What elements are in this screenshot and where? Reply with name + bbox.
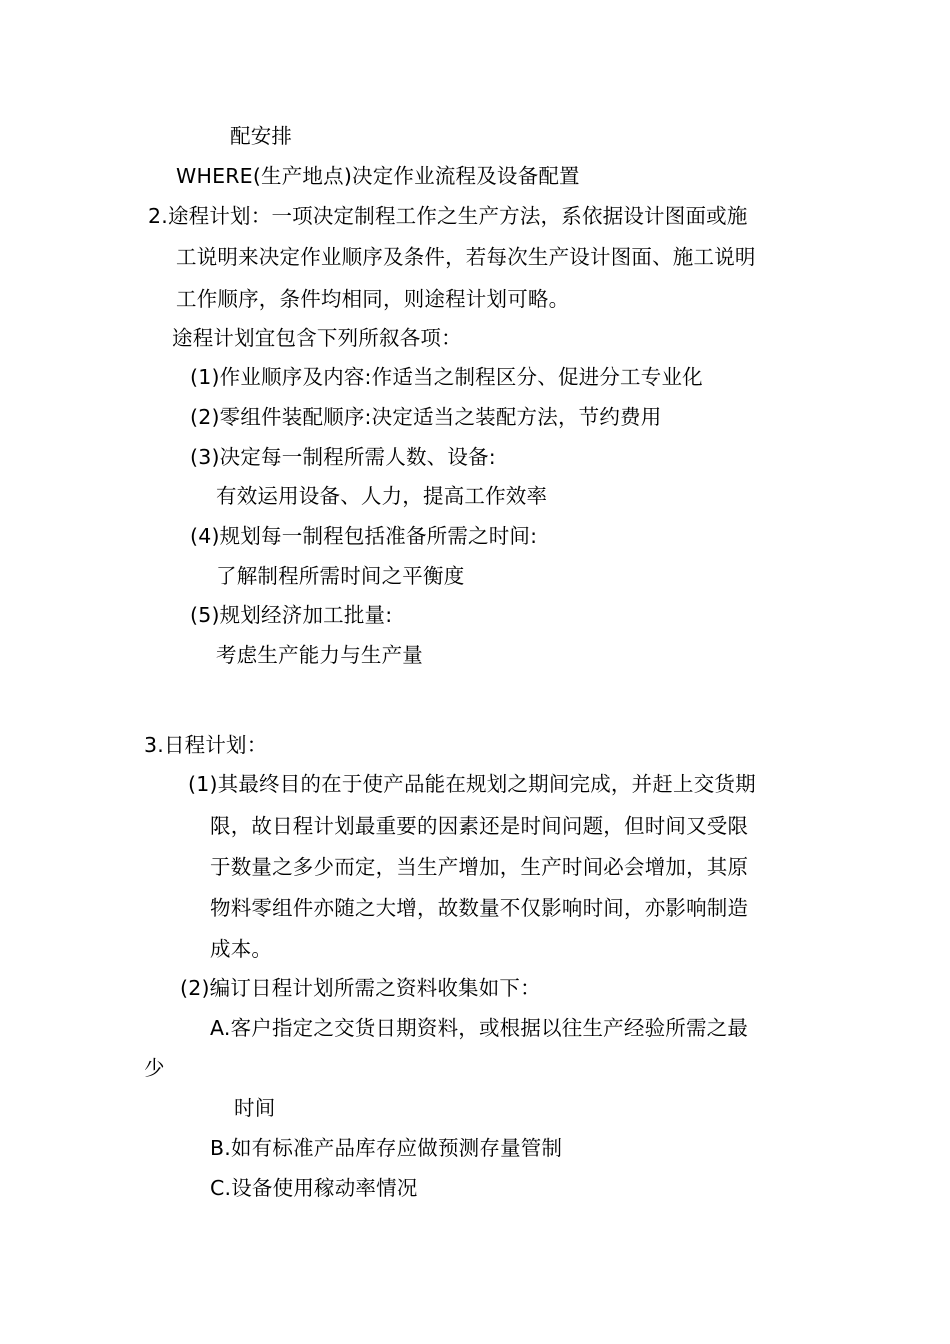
text-line: 少 <box>144 1056 165 1080</box>
text-line: 物料零组件亦随之大增，故数量不仅影响时间，亦影响制造 <box>210 896 749 920</box>
text-line: B.如有标准产品库存应做预测存量管制 <box>210 1136 563 1160</box>
text-line: (1)作业顺序及内容:作适当之制程区分、促进分工专业化 <box>190 365 703 389</box>
text-line: 配安排 <box>230 124 293 148</box>
text-line: 有效运用设备、人力，提高工作效率 <box>216 484 548 508</box>
text-line: (5)规划经济加工批量: <box>190 603 393 627</box>
text-line: 时间 <box>234 1096 276 1120</box>
text-line: A.客户指定之交货日期资料，或根据以往生产经验所需之最 <box>210 1016 749 1040</box>
text-line: (1)其最终目的在于使产品能在规划之期间完成，并赶上交货期 <box>188 772 756 796</box>
text-line: 考虑生产能力与生产量 <box>216 643 423 667</box>
text-line: 途程计划宜包含下列所叙各项： <box>172 326 462 350</box>
text-line: (4)规划每一制程包括准备所需之时间: <box>190 524 538 548</box>
text-line: C.设备使用稼动率情况 <box>210 1176 418 1200</box>
text-line: 限，故日程计划最重要的因素还是时间问题，但时间又受限 <box>210 814 749 838</box>
text-line: (2)编订日程计划所需之资料收集如下： <box>180 976 541 1000</box>
text-line: 工作顺序，条件均相同，则途程计划可略。 <box>176 287 570 311</box>
text-line: 了解制程所需时间之平衡度 <box>216 564 465 588</box>
text-line: 于数量之多少而定，当生产增加，生产时间必会增加，其原 <box>210 855 749 879</box>
text-line: (3)决定每一制程所需人数、设备: <box>190 445 496 469</box>
text-line: WHERE(生产地点)决定作业流程及设备配置 <box>176 164 580 188</box>
text-line: 3.日程计划： <box>144 733 268 757</box>
text-line: 2.途程计划：一项决定制程工作之生产方法，系依据设计图面或施 <box>148 204 748 228</box>
text-line: 成本。 <box>210 937 273 961</box>
text-line: (2)零组件装配顺序:决定适当之装配方法，节约费用 <box>190 405 662 429</box>
text-line: 工说明来决定作业顺序及条件，若每次生产设计图面、施工说明 <box>176 245 756 269</box>
